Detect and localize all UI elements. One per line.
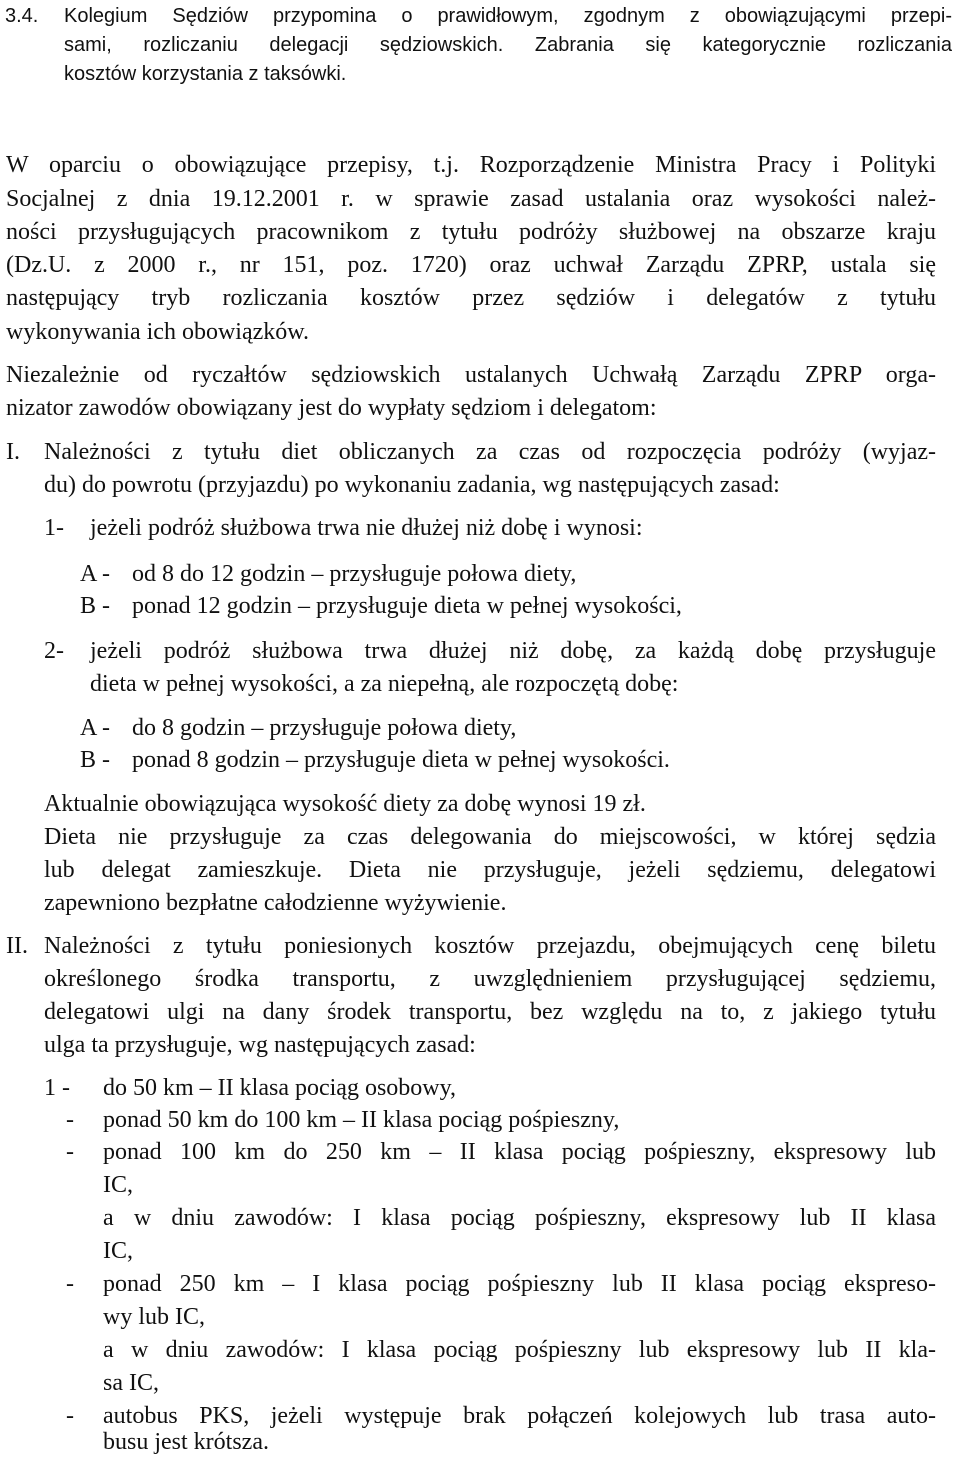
transport-item: a w dniu zawodów: I klasa pociąg pośpieszny lub ekspresowy lub II kla-: [103, 1337, 936, 1363]
list-item-marker: A -: [80, 561, 110, 587]
transport-marker: -: [66, 1139, 74, 1165]
section-marker: II.: [6, 933, 28, 959]
section-number: 3.4.: [5, 5, 39, 27]
section-ii-line: ulga ta przysługuje, wg następujących zasad:: [44, 1032, 476, 1058]
section-i-line: Należności z tytułu diet obliczanych za czas od rozpoczęcia podróży (wyjaz-: [44, 439, 936, 465]
transport-item: ponad 250 km – I klasa pociąg pośpieszny lub II klasa pociąg ekspreso-: [103, 1271, 936, 1297]
list-item: od 8 do 12 godzin – przysługuje połowa diety,: [132, 561, 577, 587]
list-item: do 8 godzin – przysługuje połowa diety,: [132, 715, 517, 741]
section-3-4-line: kosztów korzystania z taksówki.: [64, 63, 347, 85]
rule-text: dieta w pełnej wysokości, a za niepełną, ale rozpoczętą dobę:: [90, 671, 679, 697]
transport-item: IC,: [103, 1238, 133, 1264]
paragraph-line: Niezależnie od ryczałtów sędziowskich ustalanych Uchwałą Zarządu ZPRP orga-: [6, 362, 936, 388]
section-3-4-line: Kolegium Sędziów przypomina o prawidłowym, zgodnym z obowiązującymi przepi-: [64, 5, 952, 27]
transport-item: busu jest krótsza.: [103, 1429, 269, 1455]
paragraph-line: wykonywania ich obowiązków.: [6, 319, 310, 345]
rule-text: jeżeli podróż służbowa trwa dłużej niż dobę, za każdą dobę przysługuje: [90, 638, 936, 664]
transport-marker: -: [66, 1107, 74, 1133]
list-item-marker: A -: [80, 715, 110, 741]
section-ii-line: Należności z tytułu poniesionych kosztów przejazdu, obejmujących cenę biletu: [44, 933, 936, 959]
rule-text: jeżeli podróż służbowa trwa nie dłużej niż dobę i wynosi:: [90, 515, 643, 541]
transport-item: autobus PKS, jeżeli występuje brak połączeń kolejowych lub trasa auto-: [103, 1403, 936, 1429]
paragraph-line: następujący tryb rozliczania kosztów przez sędziów i delegatów z tytułu: [6, 285, 936, 311]
list-item-marker: B -: [80, 593, 110, 619]
section-i-line: du) do powrotu (przyjazdu) po wykonaniu zadania, wg następujących zasad:: [44, 472, 780, 498]
transport-item: sa IC,: [103, 1370, 159, 1396]
paragraph-line: W oparciu o obowiązujące przepisy, t.j. Rozporządzenie Ministra Pracy i Polityki: [6, 152, 936, 178]
section-marker: I.: [6, 439, 20, 465]
exclusion-line: zapewniono bezpłatne całodzienne wyżywienie.: [44, 890, 507, 916]
section-3-4-line: sami, rozliczaniu delegacji sędziowskich. Zabrania się kategorycznie rozliczania: [64, 34, 952, 56]
transport-item: do 50 km – II klasa pociąg osobowy,: [103, 1075, 457, 1101]
transport-item: ponad 100 km do 250 km – II klasa pociąg pośpieszny, ekspresowy lub: [103, 1139, 936, 1165]
paragraph-line: Socjalnej z dnia 19.12.2001 r. w sprawie zasad ustalania oraz wysokości należ-: [6, 186, 936, 212]
rule-marker: 1-: [44, 515, 64, 541]
list-item: ponad 12 godzin – przysługuje dieta w pełnej wysokości,: [132, 593, 682, 619]
transport-item: ponad 50 km do 100 km – II klasa pociąg pośpieszny,: [103, 1107, 620, 1133]
transport-item: IC,: [103, 1172, 133, 1198]
section-ii-line: delegatowi ulgi na dany środek transportu, bez względu na to, z jakiego tytułu: [44, 999, 936, 1025]
paragraph-line: ności przysługujących pracownikom z tytułu podróży służbowej na obszarze kraju: [6, 219, 936, 245]
transport-marker: -: [66, 1403, 74, 1429]
transport-item: wy lub IC,: [103, 1304, 205, 1330]
paragraph-line: nizator zawodów obowiązany jest do wypłaty sędziom i delegatom:: [6, 395, 657, 421]
section-ii-line: określonego środka transportu, z uwzględnieniem przysługującej sędziemu,: [44, 966, 936, 992]
list-item-marker: B -: [80, 747, 110, 773]
transport-marker: -: [66, 1271, 74, 1297]
exclusion-line: Dieta nie przysługuje za czas delegowania do miejscowości, w której sędzia: [44, 824, 936, 850]
transport-marker: 1 -: [44, 1075, 70, 1101]
rule-marker: 2-: [44, 638, 64, 664]
transport-item: a w dniu zawodów: I klasa pociąg pośpieszny, ekspresowy lub II klasa: [103, 1205, 936, 1231]
list-item: ponad 8 godzin – przysługuje dieta w pełnej wysokości.: [132, 747, 670, 773]
paragraph-line: (Dz.U. z 2000 r., nr 151, poz. 1720) oraz uchwał Zarządu ZPRP, ustala się: [6, 252, 936, 278]
rate-note: Aktualnie obowiązująca wysokość diety za dobę wynosi 19 zł.: [44, 791, 646, 817]
exclusion-line: lub delegat zamieszkuje. Dieta nie przysługuje, jeżeli sędziemu, delegatowi: [44, 857, 936, 883]
